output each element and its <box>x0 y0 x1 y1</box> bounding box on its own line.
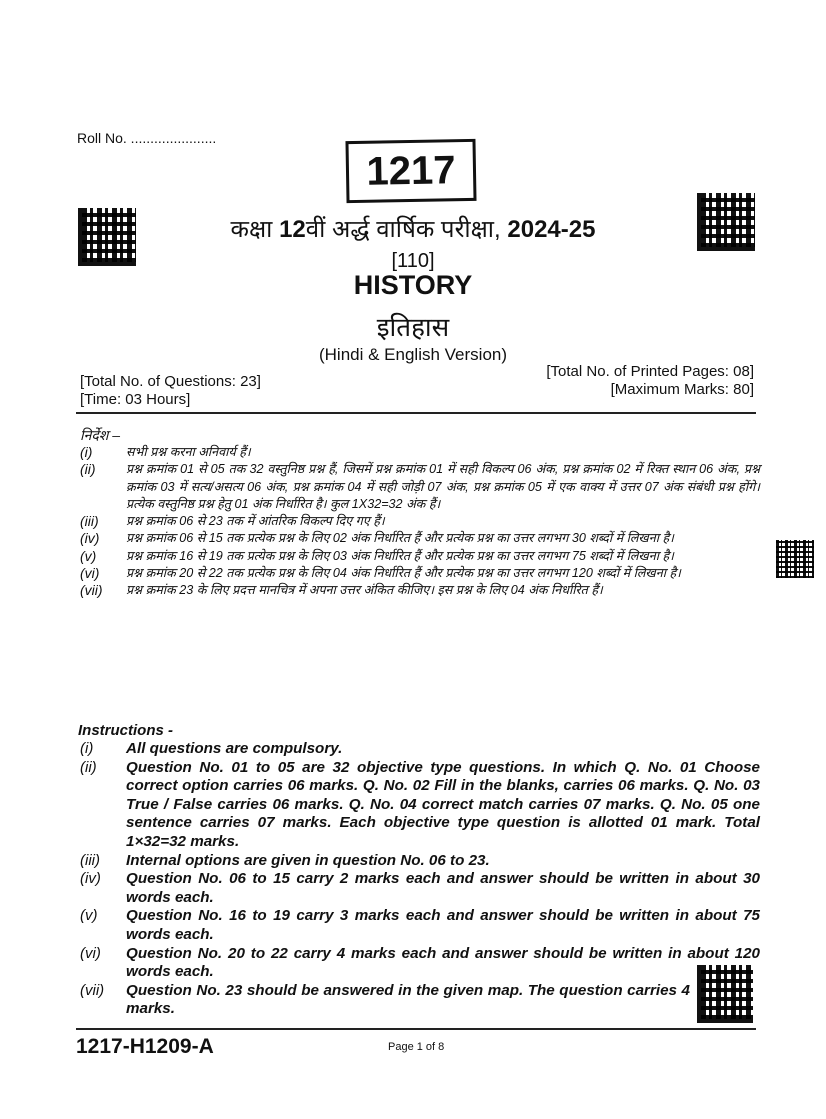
hindi-instructions-heading: निर्देश – <box>80 427 121 443</box>
maximum-marks: [Maximum Marks: 80] <box>610 381 754 398</box>
item-number: (vii) <box>80 981 105 999</box>
item-text: Question No. 01 to 05 are 32 objective type questions. In which Q. No. 01 Choose correct option carries 06 marks. Q. No. 02 Fill in the blanks, carries 06 marks. Q. No. 03 True / False carries 06 marks. Q. No. 04 correct match carries 07 marks. Q. No. 05 one sentence carries 07 marks. Each objective type question is allotted 01 mark. Total 1×32=32 marks. <box>126 758 760 850</box>
instruction-item <box>80 982 760 1019</box>
item-number: (iv) <box>80 530 100 547</box>
item-number: (iv) <box>80 870 101 888</box>
item-text: प्रश्न क्रमांक 20 से 22 तक प्रत्येक प्रश्न के लिए 04 अंक निर्धारित हैं और प्रत्येक प्रश्न का उत्तर लगभग 120 शब्दों में लिखना है। <box>126 566 681 581</box>
item-text: प्रश्न क्रमांक 16 से 19 तक प्रत्येक प्रश्न के लिए 03 अंक निर्धारित हैं और प्रत्येक प्रश्न का उत्तर लगभग 75 शब्दों में लिखना है। <box>126 548 674 563</box>
item-text: प्रश्न क्रमांक 23 के लिए प्रदत्त मानचित्र में अपना उत्तर अंकित कीजिए। इस प्रश्न के लिए 04 अंक निर्धारित हैं। <box>126 583 603 598</box>
item-text: Question No. 06 to 15 carry 2 marks each and answer should be written in about 30 words each. <box>126 870 760 906</box>
item-text: Internal options are given in question No. 06 to 23. <box>126 851 490 869</box>
item-text: प्रश्न क्रमांक 06 से 15 तक प्रत्येक प्रश्न के लिए 02 अंक निर्धारित हैं और प्रत्येक प्रश्न का उत्तर लगभग 30 शब्दों में लिखना है। <box>126 531 674 546</box>
instruction-item <box>80 852 760 871</box>
instruction-item <box>80 461 760 513</box>
item-number: (vi) <box>80 944 101 962</box>
instruction-item <box>80 870 760 907</box>
instruction-item <box>80 759 760 852</box>
item-text: All questions are compulsory. <box>126 740 343 757</box>
footer-paper-code: 1217-H1209-A <box>76 1035 214 1058</box>
subject-code: [110] <box>391 250 435 272</box>
exam-title <box>140 212 686 245</box>
english-instructions-heading: Instructions - <box>78 722 174 739</box>
item-number: (vii) <box>80 582 103 599</box>
item-number: (iii) <box>80 851 100 869</box>
item-number: (ii) <box>80 758 97 776</box>
instruction-item <box>80 444 760 461</box>
page-number: Page 1 of 8 <box>388 1041 445 1053</box>
item-number: (vi) <box>80 565 100 582</box>
instruction-item <box>80 945 760 982</box>
exam-title-rest: वीं अर्द्ध वार्षिक परीक्षा, <box>305 216 508 243</box>
datamatrix-code-icon <box>697 965 753 1023</box>
paper-number-box <box>345 139 476 203</box>
version-label: (Hindi & English Version) <box>318 345 508 364</box>
hindi-instructions-list <box>80 444 760 600</box>
item-number: (v) <box>80 547 97 564</box>
item-text: प्रश्न क्रमांक 01 से 05 तक 32 वस्तुनिष्ठ प्रश्न हैं, जिसमें प्रश्न क्रमांक 01 में सही विकल्प 06 अंक, प्रश्न क्रमांक 02 में रिक्त स्थान 06 अंक, प्रश्न क्रमांक 03 में सत्य/असत्य 06 अंक, प्रश्न क्रमांक 04 में सही जोड़ी 07 अंक, प्रश्न क्रमांक 05 में एक वाक्य में उत्तर 07 अंक संबंधी प्रश्न होंगे। प्रत्येक वस्तुनिष्ठ प्रश्न हेतु 01 अंक निर्धारित है। कुल 1X32=32 अंक हैं। <box>126 462 760 511</box>
exam-class: 12 <box>279 216 306 243</box>
instruction-item <box>80 582 760 599</box>
item-text: Question No. 20 to 22 carry 4 marks each and answer should be written in about 120 words each. <box>126 944 760 981</box>
exam-title-prefix: कक्षा <box>230 216 280 243</box>
exam-year: 2024-25 <box>507 216 596 243</box>
datamatrix-code-icon <box>78 208 136 266</box>
item-text: सभी प्रश्न करना अनिवार्य हैं। <box>126 445 251 459</box>
printed-pages: [Total No. of Printed Pages: 08] <box>546 363 754 380</box>
english-instructions-list <box>80 740 760 1019</box>
paper-number: 1217 <box>366 147 456 194</box>
item-number: (iii) <box>80 513 99 530</box>
instruction-item <box>80 740 760 759</box>
footer-divider <box>76 1028 756 1030</box>
datamatrix-code-icon <box>697 193 755 251</box>
item-text: प्रश्न क्रमांक 06 से 23 तक में आंतरिक विकल्प दिए गए हैं। <box>126 514 385 529</box>
item-number: (i) <box>80 740 94 757</box>
instruction-item <box>80 907 760 944</box>
time-allowed: [Time: 03 Hours] <box>80 391 191 408</box>
header-divider <box>76 412 756 414</box>
instruction-item <box>80 565 760 582</box>
subject-title-hindi: इतिहास <box>376 312 450 342</box>
instruction-item <box>80 513 760 530</box>
item-text: Question No. 23 should be answered in the given map. The question carries 4 marks. <box>126 981 690 1018</box>
item-number: (v) <box>80 907 98 925</box>
item-text: Question No. 16 to 19 carry 3 marks each and answer should be written in about 75 words each. <box>126 907 760 943</box>
qr-code-icon <box>776 540 814 578</box>
item-number: (i) <box>80 444 93 460</box>
total-questions: [Total No. of Questions: 23] <box>80 373 261 390</box>
instruction-item <box>80 548 760 565</box>
instruction-item <box>80 530 760 547</box>
roll-number-field: Roll No. ...................... <box>77 130 217 146</box>
subject-title-english: HISTORY <box>353 270 473 300</box>
item-number: (ii) <box>80 461 96 478</box>
